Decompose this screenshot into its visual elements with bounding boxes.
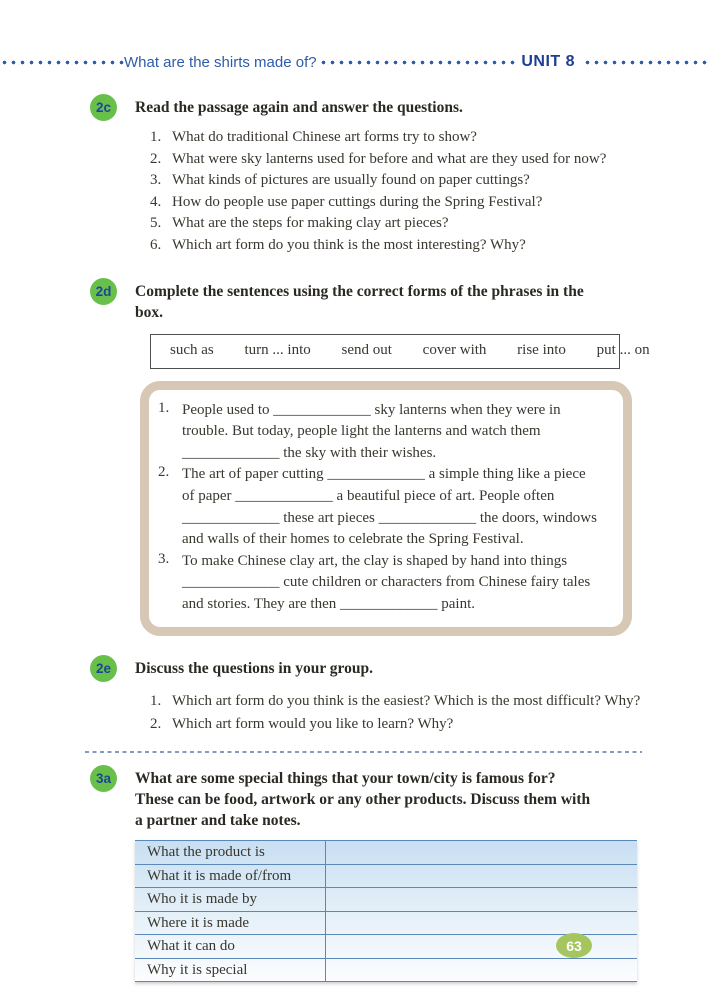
page-number-badge: 63 xyxy=(556,933,592,958)
question-text: Which art form would you like to learn? Why? xyxy=(172,715,454,732)
unit-header xyxy=(0,54,711,70)
question-text: What do traditional Chinese art forms try to show? xyxy=(172,129,477,145)
phrase-option: cover with xyxy=(422,341,487,358)
heading-line: box. xyxy=(135,303,163,321)
heading-line: These can be food, artwork or any other products. Discuss them with xyxy=(135,790,591,808)
question-text: How do people use paper cuttings during the Spring Festival? xyxy=(172,193,543,210)
section-2e-heading: Discuss the questions in your group. xyxy=(135,659,374,677)
row-label: What the product is xyxy=(135,841,325,865)
section-2c-questions xyxy=(150,127,711,257)
heading-line: a partner and take notes. xyxy=(135,812,301,830)
question-number: 4. xyxy=(150,193,162,210)
sentence-line[interactable]: The art of paper cutting _____________ a simple thing like a piece xyxy=(182,466,586,483)
question-number: 2. xyxy=(150,715,162,732)
sentence-line: trouble. But today, people light the lanterns and watch them xyxy=(182,423,541,440)
item-number: 1. xyxy=(158,399,170,416)
row-label: Why it is special xyxy=(135,958,325,982)
phrase-option: send out xyxy=(341,341,392,358)
phrase-option: turn ... into xyxy=(244,341,311,358)
table-row xyxy=(135,864,637,888)
sentence-line[interactable]: _____________ these art pieces _____________ the doors, windows xyxy=(182,509,597,526)
question-row xyxy=(150,170,711,192)
section-2c xyxy=(90,97,711,257)
row-label: Where it is made xyxy=(135,911,325,935)
sentence-line: To make Chinese clay art, the clay is shaped by hand into things xyxy=(182,552,568,569)
question-text: What are the steps for making clay art pieces? xyxy=(172,215,449,232)
sentence-line[interactable]: _____________ the sky with their wishes. xyxy=(182,444,437,461)
row-label: Who it is made by xyxy=(135,888,325,912)
question-number: 6. xyxy=(150,236,162,253)
fill-item xyxy=(158,400,617,465)
heading-line: Complete the sentences using the correct forms of the phrases in the xyxy=(135,282,584,300)
question-number: 1. xyxy=(150,692,162,709)
row-note-area[interactable] xyxy=(325,888,637,912)
section-3a-badge: 3a xyxy=(90,765,117,792)
sentence-line[interactable]: and stories. They are then _____________ paint. xyxy=(182,595,475,612)
row-label: What it is made of/from xyxy=(135,864,325,888)
sentence-line: and walls of their homes to celebrate the Spring Festival. xyxy=(182,531,524,548)
section-2c-badge: 2c xyxy=(90,94,117,121)
unit-number-label: UNIT 8 xyxy=(521,53,575,70)
row-label: What it can do xyxy=(135,935,325,959)
question-text: Which art form do you think is the most interesting? Why? xyxy=(172,236,526,253)
unit-question-title: What are the shirts made of? xyxy=(124,53,317,71)
fill-item xyxy=(158,551,617,616)
table-row xyxy=(135,841,637,865)
section-2e-badge: 2e xyxy=(90,655,117,682)
question-text: What were sky lanterns used for before and what are they used for now? xyxy=(172,150,607,167)
section-2c-heading: Read the passage again and answer the questions. xyxy=(135,99,463,116)
question-text: Which art form do you think is the easiest? Which is the most difficult? Why? xyxy=(172,692,641,709)
question-number: 3. xyxy=(150,172,162,189)
sentence-line[interactable]: of paper _____________ a beautiful piece of art. People often xyxy=(182,487,555,504)
row-note-area[interactable] xyxy=(325,864,637,888)
question-number: 2. xyxy=(150,150,162,167)
question-row xyxy=(150,690,711,713)
section-3a-heading xyxy=(135,768,711,832)
item-number: 3. xyxy=(158,550,170,567)
section-2e-questions xyxy=(150,690,711,736)
section-3a xyxy=(90,768,711,983)
section-2d-heading xyxy=(135,281,711,323)
phrase-word-bank xyxy=(150,334,650,369)
dotted-line-right xyxy=(583,59,711,66)
row-note-area[interactable] xyxy=(325,911,637,935)
phrase-option: put ... on xyxy=(596,341,650,358)
section-2e xyxy=(90,658,711,736)
question-row xyxy=(150,192,711,214)
notes-table xyxy=(135,840,637,982)
question-number: 5. xyxy=(150,215,162,232)
dashed-section-divider xyxy=(85,751,642,753)
section-2d-badge: 2d xyxy=(90,278,117,305)
row-note-area[interactable] xyxy=(325,841,637,865)
sentence-line[interactable]: _____________ cute children or characters from Chinese fairy tales xyxy=(182,574,591,591)
question-number: 1. xyxy=(150,129,162,145)
question-text: What kinds of pictures are usually found on paper cuttings? xyxy=(172,172,530,189)
fill-in-blanks-box xyxy=(140,381,632,636)
phrase-option: rise into xyxy=(517,341,566,358)
item-number: 2. xyxy=(158,464,170,481)
question-row xyxy=(150,235,711,257)
row-note-area[interactable] xyxy=(325,958,637,982)
question-row xyxy=(150,713,711,736)
section-2d xyxy=(90,281,711,636)
heading-line: What are some special things that your town/city is famous for? xyxy=(135,769,556,787)
phrase-option: such as xyxy=(170,341,214,358)
dotted-line-left xyxy=(0,59,124,66)
question-row xyxy=(150,127,711,149)
dotted-line-middle xyxy=(319,59,516,66)
sentence-line[interactable]: People used to _____________ sky lanterns when they were in xyxy=(182,401,561,418)
question-row xyxy=(150,149,711,171)
table-row xyxy=(135,888,637,912)
fill-item xyxy=(158,464,617,550)
table-row xyxy=(135,911,637,935)
question-row xyxy=(150,213,711,235)
table-row xyxy=(135,958,637,982)
